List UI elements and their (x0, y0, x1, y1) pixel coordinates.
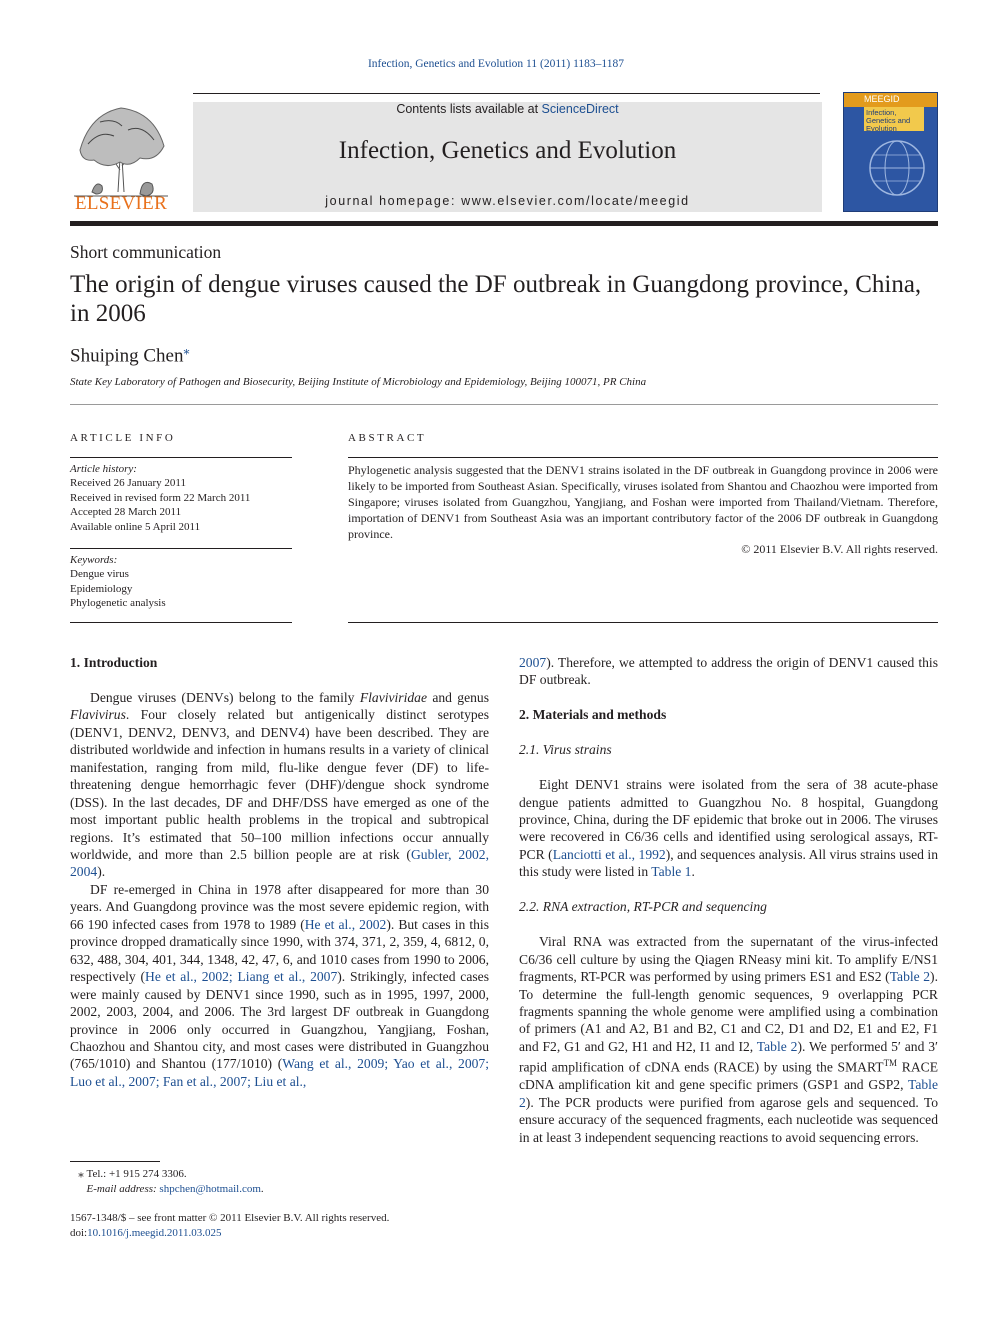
history-received: Received 26 January 2011 (70, 477, 186, 490)
abstract-text: Phylogenetic analysis suggested that the DENV1 strains isolated in the DF outbreak in Guangdong province in 2006 were likely to be imported from Southeast Asian. Specifically, viruses isolated from Shantou and Chaozhou were imported from Singapore; viruses isolated from Guangzhou, Yangjiang, and Foshan were imported from Thailand/Vietnam. Therefore, importation of DENV1 from Southeast Asia was an important contributory factor of the 2006 DF outbreak in Guangdong province. (348, 463, 938, 541)
abstract-rule-top (348, 457, 938, 458)
citation-link[interactable]: Lanciotti et al., 1992 (552, 846, 666, 862)
author-footnote (70, 1167, 264, 1196)
keyword-item: Epidemiology (70, 582, 133, 595)
footnote-tel: ⁎ Tel.: +1 915 274 3306. (78, 1168, 187, 1180)
subsection-heading-virus-strains: 2.1. Virus strains (519, 742, 612, 758)
contents-prefix: Contents lists available at (396, 102, 542, 116)
top-rule (193, 93, 820, 94)
sciencedirect-link[interactable]: ScienceDirect (541, 102, 619, 116)
intro-paragraph-2-continued: 2007). Therefore, we attempted to address the origin of DENV1 caused this DF outbreak. (519, 655, 938, 688)
doi-line: doi:10.1016/j.meegid.2011.03.025 (70, 1227, 222, 1239)
keyword-item: Phylogenetic analysis (70, 597, 166, 610)
abstract-copyright: © 2011 Elsevier B.V. All rights reserved. (741, 542, 938, 556)
abstract-heading: ABSTRACT (348, 432, 427, 444)
doi-link[interactable]: 10.1016/j.meegid.2011.03.025 (87, 1227, 222, 1239)
contents-availability (193, 102, 822, 116)
history-online: Available online 5 April 2011 (70, 520, 201, 533)
subsection-heading-rna-extraction: 2.2. RNA extraction, RT-PCR and sequencing (519, 899, 767, 915)
info-rule-bottom (70, 622, 292, 623)
body-right-column (519, 654, 938, 1146)
table-link[interactable]: Table 2 (889, 969, 931, 985)
footnote-rule (70, 1161, 160, 1162)
keywords (70, 553, 292, 611)
citation-link[interactable]: He et al., 2002 (304, 916, 387, 932)
journal-cover-thumbnail[interactable] (843, 92, 938, 212)
article-history (70, 462, 292, 534)
table-link[interactable]: Table 2 (519, 1077, 938, 1110)
cover-brand: MEEGID (864, 94, 900, 104)
body-left-column (70, 654, 489, 1090)
issn-line: 1567-1348/$ – see front matter © 2011 Elsevier B.V. All rights reserved. (70, 1212, 390, 1224)
header-heavy-rule (70, 221, 938, 226)
intro-paragraph-1: Dengue viruses (DENVs) belong to the family Flaviviridae and genus Flavivirus. Four closely related but antigenically distinct serotypes (DENV1, DENV2, DENV3, and DENV4) have been described. They are distributed worldwide and infection in humans results in a variety of clinical manifestation, ranging from mild, flu-like dengue fever (DF) to life-threatening dengue hemorrhagic fever (DHF)/dengue shock syndrome (DSS). In the last decades, DF and DHF/DSS have emerged as one of the most important public health problems in the tropical and subtropical regions. It’s estimated that 50–100 million infections occur annually worldwide, and more than 2.5 billion people are at risk (Gubler, 2002, 2004). (70, 689, 490, 880)
section-heading-introduction: 1. Introduction (70, 655, 158, 670)
journal-title: Infection, Genetics and Evolution (338, 137, 677, 164)
citation-link[interactable]: 2007 (519, 655, 547, 670)
history-revised: Received in revised form 22 March 2011 (70, 491, 251, 504)
cover-title: Infection, Genetics and Evolution (864, 107, 924, 131)
trademark-mark: TM (883, 1058, 898, 1069)
article-type: Short communication (70, 242, 222, 262)
intro-paragraph-2: DF re-emerged in China in 1978 after disappeared for more than 30 years. And Guangdong province was the most severe epidemic region, with 66 190 infected cases from 1978 to 1989 (He et al., 2002). But cases in this province dropped dramatically since 1990, with 374, 371, 2, 359, 4, 6812, 0, 632, 488, 304, 401, 344, 1348, 42, 47, 6, and 1010 cases from 1990 to 2006, respectively (He et al., 2002; Liang et al., 2007). Strikingly, infected cases were mainly caused by DENV1 since 1990, such as in 1995, 1997, 2000, 2002, 2003, 2004, and 2006. The 3rd largest DF outbreak in Guangdong province in 2006 only occurred in Guangzhou, Yangjiang, Foshan, Chaozhou and Shantou city, and most cases were distributed in Guangzhou (765/1010) and Shantou (177/1010) (Wang et al., 2009; Yao et al., 2007; Luo et al., 2007; Fan et al., 2007; Liu et al., (70, 881, 490, 1089)
article-title: The origin of dengue viruses caused the DF outbreak in Guangdong province, China, in 2006 (70, 271, 922, 327)
elsevier-wordmark: ELSEVIER (74, 193, 168, 214)
history-accepted: Accepted 28 March 2011 (70, 506, 182, 519)
history-label: Article history: (70, 463, 137, 475)
keyword-item: Dengue virus (70, 568, 129, 581)
email-link[interactable]: shpchen@hotmail.com (159, 1182, 261, 1195)
abstract-rule-bottom (348, 622, 938, 623)
citation-link[interactable]: He et al., 2002; Liang et al., 2007 (145, 969, 338, 985)
journal-reference[interactable]: Infection, Genetics and Evolution 11 (2011) 1183–1187 (367, 58, 625, 70)
section-heading-methods: 2. Materials and methods (519, 707, 667, 723)
journal-homepage[interactable]: journal homepage: www.elsevier.com/locate/meegid (325, 194, 690, 208)
author-text: Shuiping Chen (70, 345, 184, 367)
citation-link[interactable]: Gubler, 2002, 2004 (70, 846, 489, 880)
rna-extraction-paragraph: Viral RNA was extracted from the supernatant of the virus-infected C6/36 cell culture by using the Qiagen RNeasy mini kit. To amplify E/NS1 fragments, RT-PCR was performed by using primers ES1 and ES2 (Table 2). To determine the full-length genomic sequences, 9 overlapping PCR fragments spanning the whole genome were amplified using a combination of primers (A1 and A2, B1 and B2, C1 and C2, D1 and D2, E1 and E2, F1 and F2, G1 and G2, H1 and H2, I1 and I2, Table 2). We performed 5′ and 3′ rapid amplification of cDNA ends (RACE) by using the SMART™ RACE cDNA amplification kit and gene specific primers (GSP1 and GSP2, Table 2). The PCR products were purified from agarose gels and sequenced. To ensure accuracy of the sequenced fragments, each nucleotide was sequenced in at least 3 independent sequencing reactions to avoid sequencing errors. (519, 934, 939, 1145)
keywords-label: Keywords: (70, 554, 118, 566)
footnote-email: E-mail address: shpchen@hotmail.com. (86, 1182, 264, 1195)
author-footnote-mark[interactable]: ⁎ (183, 343, 190, 357)
table-link[interactable]: Table 2 (756, 1038, 798, 1054)
issn-doi-block (70, 1211, 389, 1241)
virus-strains-paragraph: Eight DENV1 strains were isolated from the sera of 38 acute-phase dengue patients admitted to Guangzhou No. 8 hospital, Guangdong province, China, during the DF epidemic that broke out in 2006. The viruses were recovered in C6/36 cells and identified using serological assays, RT-PCR (Lanciotti et al., 1992), and sequences analysis. All virus strains used in this study were listed in Table 1. (519, 777, 939, 880)
article-info-heading: ARTICLE INFO (70, 432, 176, 444)
author-name (70, 343, 189, 367)
table-link[interactable]: Table 1 (651, 864, 692, 880)
info-rule-middle (70, 548, 292, 549)
globe-icon (866, 137, 928, 199)
citation-link[interactable]: Wang et al., 2009; Yao et al., 2007; Luo et al., 2007; Fan et al., 2007; Liu et al., (70, 1056, 490, 1089)
affiliation-divider (70, 404, 938, 405)
author-affiliation: State Key Laboratory of Pathogen and Biosecurity, Beijing Institute of Microbiology and Epidemiology, Beijing 100071, PR China (70, 376, 647, 388)
info-rule-top (70, 457, 292, 458)
